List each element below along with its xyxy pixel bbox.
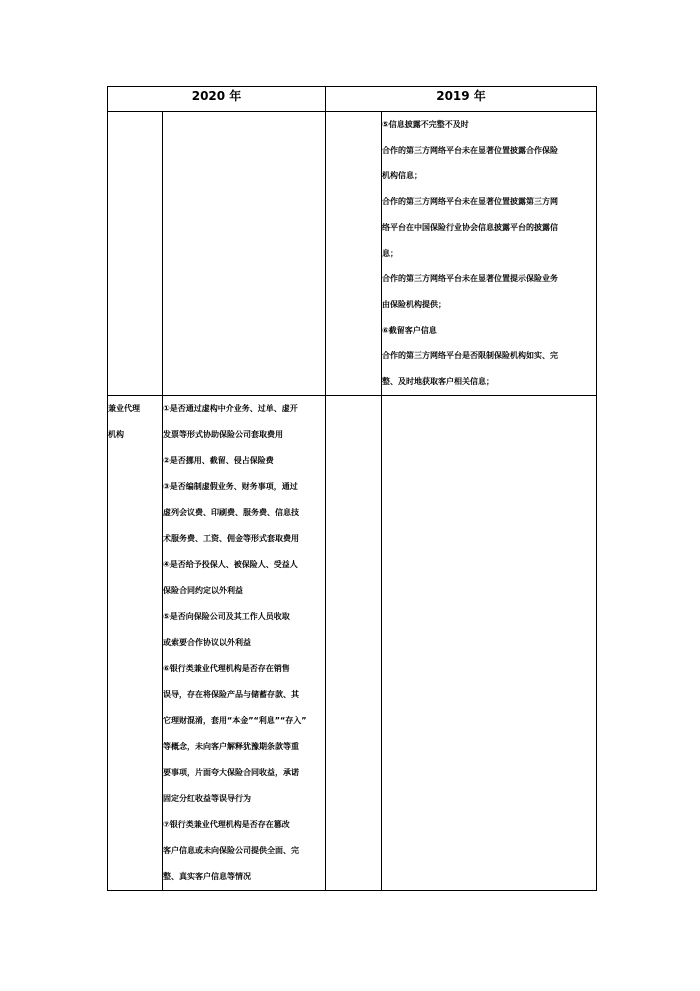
text-line: 发票等形式协助保险公司套取费用 — [163, 429, 283, 439]
text-line: 等概念，未向客户解释犹豫期条款等重 — [163, 741, 299, 751]
text-line: 术服务费、工资、佣金等形式套取费用 — [163, 533, 299, 543]
text-line: 或索要合作协议以外利益 — [163, 637, 251, 647]
table-row — [108, 112, 597, 396]
text-line: 固定分红收益等误导行为 — [163, 793, 251, 803]
text-line: ③是否编制虚假业务、财务事项，通过 — [163, 481, 298, 491]
text-line: 整、及时地获取客户相关信息； — [382, 377, 495, 387]
text-line: ⑤是否向保险公司及其工作人员收取 — [163, 611, 290, 621]
text-line: 虚列会议费、印刷费、服务费、信息技 — [163, 507, 299, 517]
text-line: ①是否通过虚构中介业务、过单、虚开 — [163, 403, 298, 413]
comparison-table — [107, 86, 597, 891]
header-2020: 2020 年 — [108, 87, 326, 112]
text-line: 整、真实客户信息等情况 — [163, 871, 251, 881]
text-line: ④是否给予投保人、被保险人、受益人 — [163, 559, 298, 569]
row1-content-2020 — [163, 112, 326, 396]
text-line: 客户信息或未向保险公司提供全面、完 — [163, 845, 299, 855]
text-line: 合作的第三方网络平台未在显著位置披露第三方网 — [382, 197, 559, 207]
text-line: 合作的第三方网络平台是否限制保险机构如实、完 — [382, 351, 559, 361]
text-line: ②是否挪用、截留、侵占保险费 — [163, 455, 274, 465]
label-line: 机构 — [108, 429, 124, 439]
row2-content-2019 — [382, 395, 597, 890]
row1-label-2020 — [108, 112, 163, 396]
text-line: 保险合同约定以外利益 — [163, 585, 243, 595]
text-line: 要事项，片面夸大保险合同收益，承诺 — [163, 767, 299, 777]
row1-content-2019 — [382, 112, 597, 396]
text-line: 由保险机构提供； — [382, 299, 447, 309]
text-line: 误导，存在将保险产品与储蓄存款、其 — [163, 689, 299, 699]
text-line: 它理财混淆，套用“本金”“利息”“存入” — [163, 715, 307, 725]
text-line: 合作的第三方网络平台未在显著位置披露合作保险 — [382, 145, 559, 155]
label-line: 兼业代理 — [108, 403, 140, 413]
table-row — [108, 395, 597, 890]
row1-label-2019 — [326, 112, 382, 396]
text-line: 机构信息； — [382, 171, 423, 181]
text-line: 合作的第三方网络平台未在显著位置提示保险业务 — [382, 274, 559, 284]
row2-label-2019 — [326, 395, 382, 890]
text-line: ⑥截留客户信息 — [382, 325, 437, 335]
header-row — [108, 87, 597, 112]
text-line: 络平台在中国保险行业协会信息披露平台的披露信 — [382, 222, 559, 232]
row2-content-2020 — [163, 395, 326, 890]
row2-label-2020 — [108, 395, 163, 890]
text-line: ⑥银行类兼业代理机构是否存在销售 — [163, 663, 290, 673]
header-2019: 2019 年 — [326, 87, 597, 112]
text-line: ⑦银行类兼业代理机构是否存在篡改 — [163, 819, 290, 829]
text-line: ⑤信息披露不完整不及时 — [382, 120, 469, 129]
text-line: 息； — [382, 248, 399, 258]
